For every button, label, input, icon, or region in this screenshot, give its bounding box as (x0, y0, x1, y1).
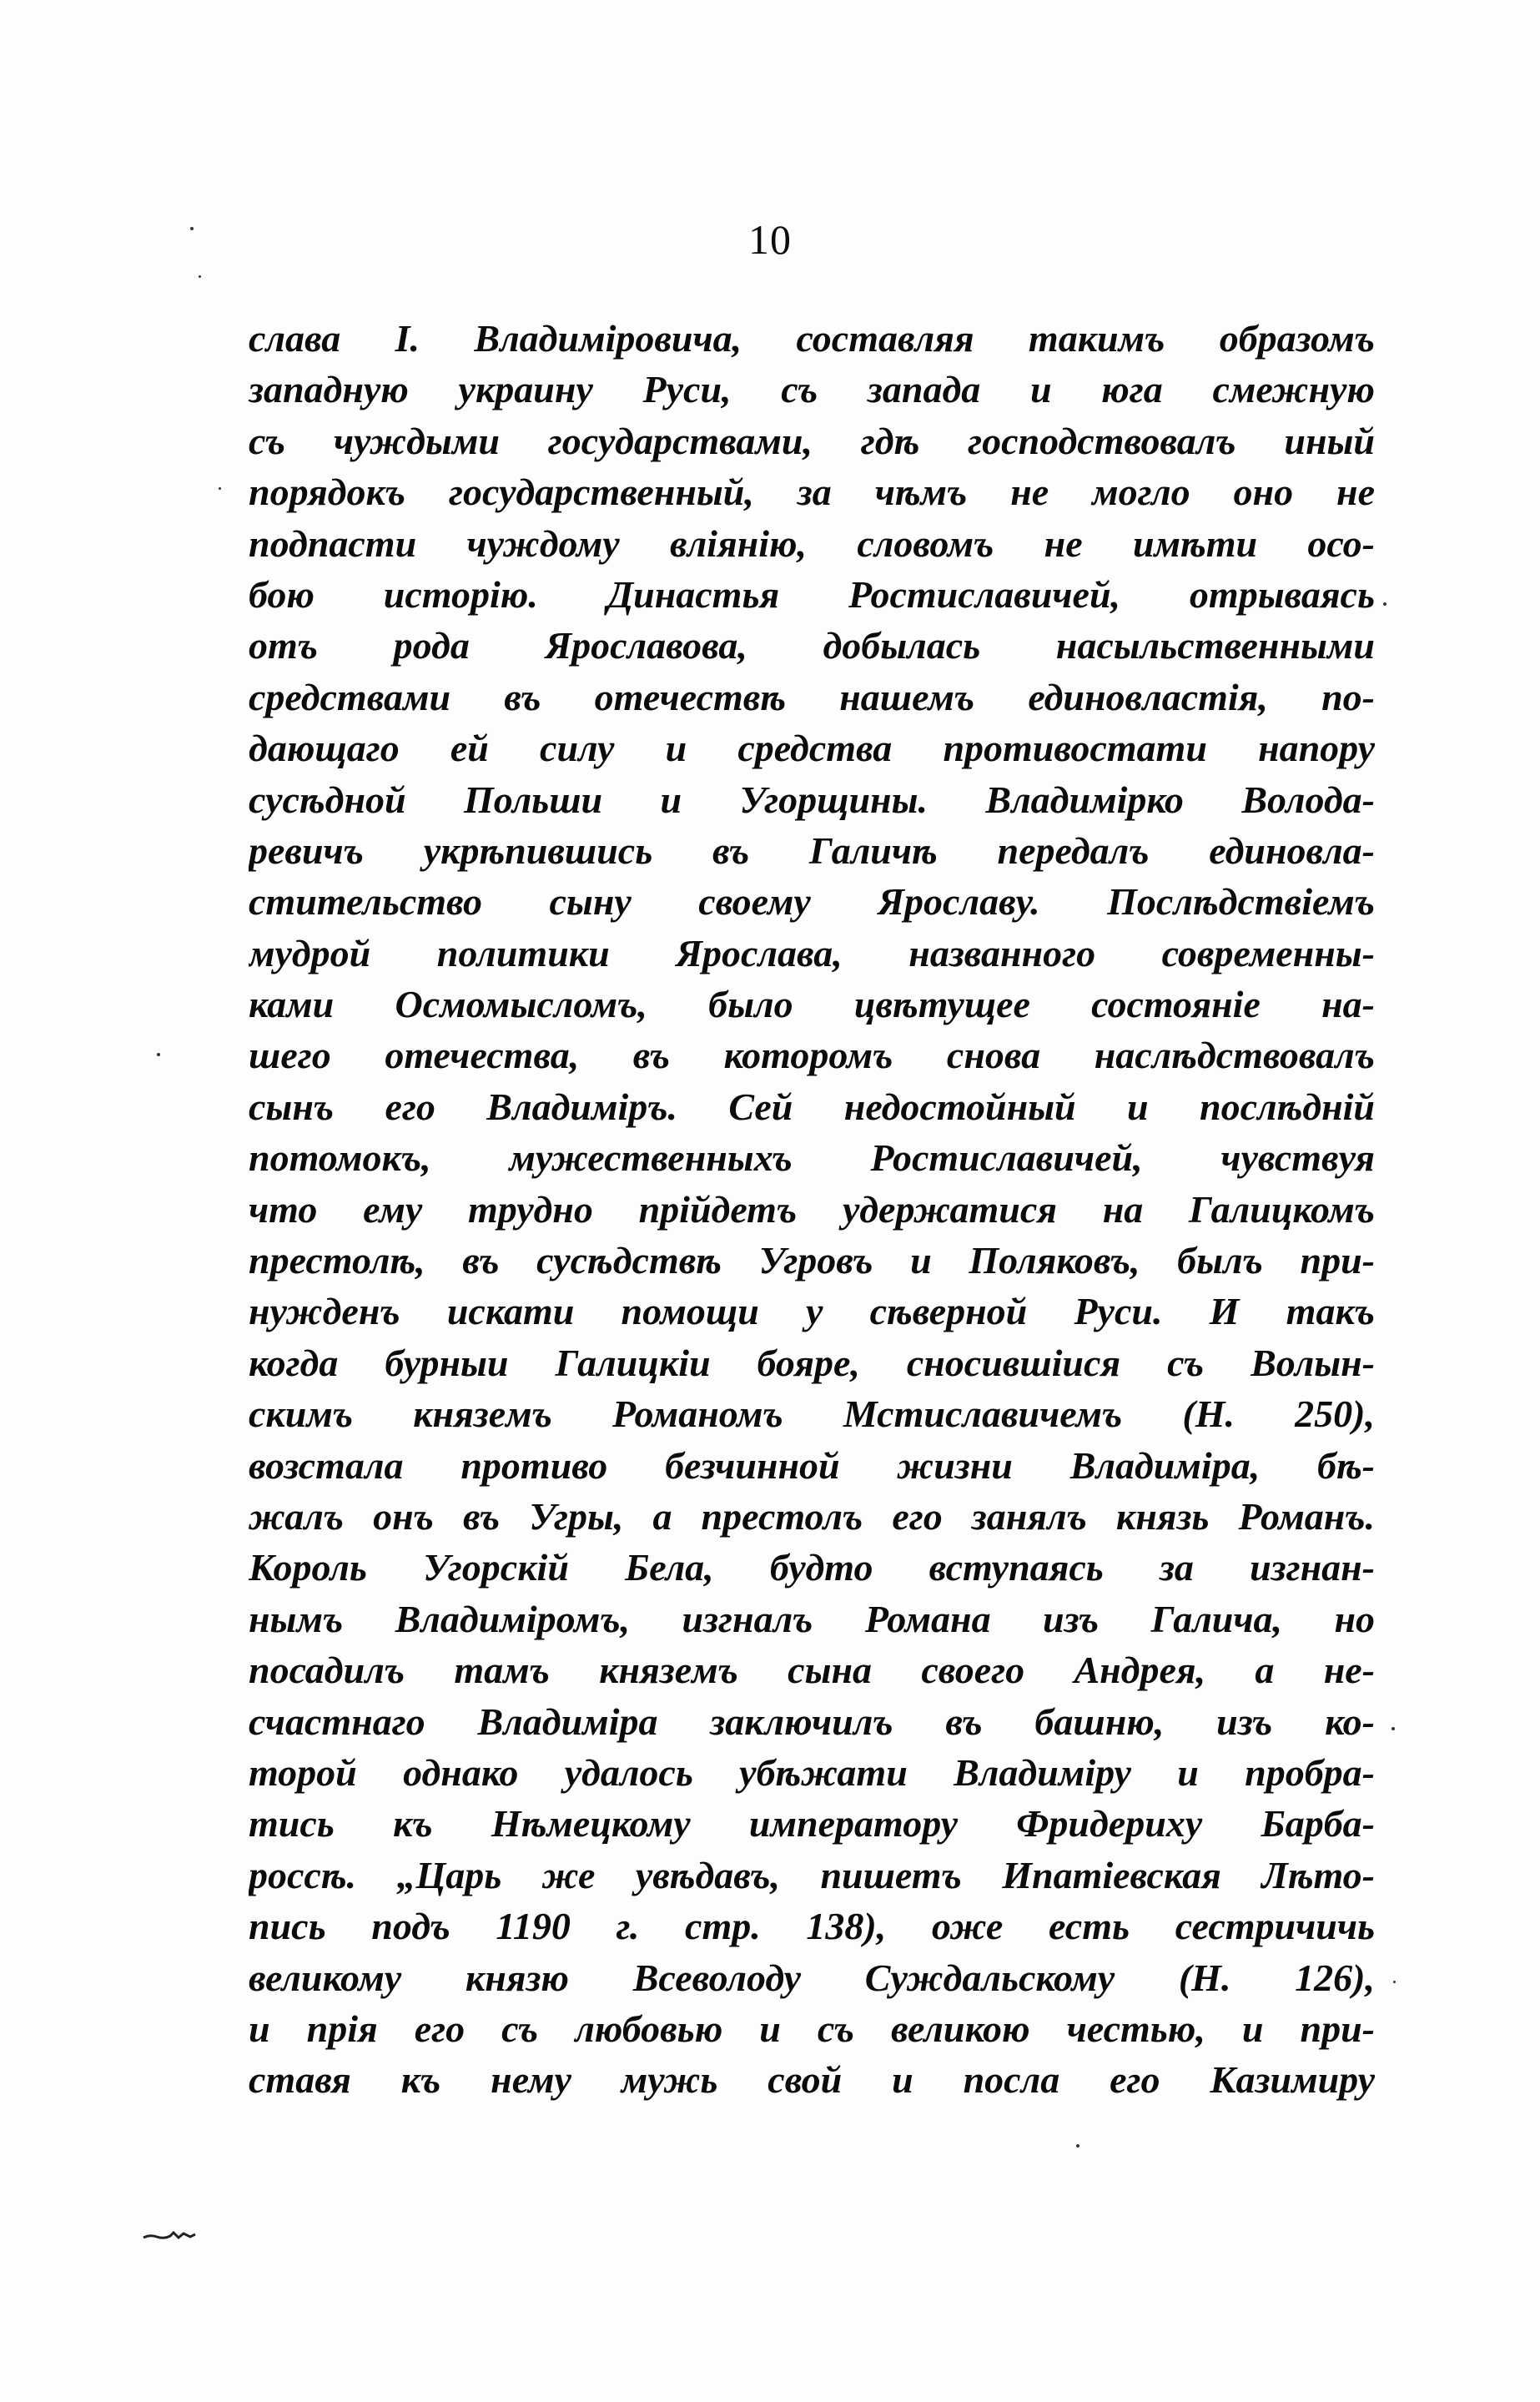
scan-speck (219, 487, 221, 490)
text-line: нужденъ искати помощи у сѣверной Руси. И такъ (249, 1290, 1375, 1333)
scan-speck (1392, 1727, 1395, 1730)
scan-mark (142, 2229, 197, 2241)
text-line: жалъ онъ въ Угры, а престолъ его занялъ князь Романъ. (249, 1494, 1375, 1538)
body-text (249, 313, 1375, 2106)
text-line: мудрой политики Ярослава, названного современны- (249, 931, 1375, 974)
text-line: тись къ Нѣмецкому императору Фридериху Барба- (249, 1802, 1375, 1846)
scan-speck (1076, 2144, 1080, 2148)
text-line: стительство сыну своему Ярославу. Послѣдствіемъ (249, 880, 1375, 924)
text-line: ставя къ нему мужь свой и посла его Казимиру (249, 2058, 1375, 2102)
scan-speck (190, 227, 194, 230)
text-line: россѣ. „Царь же увѣдавъ, пишетъ Ипатіевская Лѣто- (249, 1853, 1375, 1896)
text-line: возстала противо безчинной жизни Владиміра, бѣ- (249, 1443, 1375, 1487)
text-line: посадилъ тамъ князeмъ сына своего Андрея, а не- (249, 1649, 1375, 1692)
text-line: сынъ его Владиміръ. Сей недостойный и послѣдній (249, 1085, 1375, 1128)
scan-speck (1393, 1981, 1396, 1983)
text-line: средствами въ отечествѣ нашемъ единовластія, по- (249, 675, 1375, 718)
text-line: западную украину Руси, съ запада и юга смежную (249, 368, 1375, 411)
page-number: 10 (748, 216, 792, 263)
text-line: дающаго ей силу и средства противостати напору (249, 727, 1375, 770)
scan-speck (157, 1053, 160, 1056)
scan-speck (1383, 602, 1387, 606)
text-line: съ чуждыми государствами, гдѣ господствовалъ иный (249, 419, 1375, 462)
text-line: потомокъ, мужественныхъ Ростиславичей, чувствуя (249, 1136, 1375, 1180)
text-line: слава І. Владиміровича, составляя такимъ образомъ (249, 317, 1375, 360)
text-line: торой однако удалось убѣжати Владиміру и пробра- (249, 1750, 1375, 1794)
text-line: престолѣ, въ сусѣдствѣ Угровъ и Поляковъ, былъ при- (249, 1239, 1375, 1282)
text-line: подпасти чуждому вліянію, словомъ не имѣти осо- (249, 521, 1375, 565)
text-line: и прія его съ любовью и съ великою честью, и при- (249, 2007, 1375, 2050)
text-line: ревичъ укрѣпившись въ Галичѣ передалъ единовла- (249, 828, 1375, 872)
text-line: скимъ князeмъ Романомъ Мстиславичемъ (Н. 250), (249, 1392, 1375, 1436)
text-line: что ему трудно прійдетъ удержатися на Галицкомъ (249, 1187, 1375, 1231)
text-line: счастнаго Владиміра заключилъ въ башню, изъ ко- (249, 1700, 1375, 1743)
text-line: нымъ Владиміромъ, изгналъ Романа изъ Галича, но (249, 1597, 1375, 1640)
text-line: шего отечества, въ которомъ снова наслѣдствовалъ (249, 1034, 1375, 1077)
text-line: порядокъ государственный, за чѣмъ не могло оно не (249, 471, 1375, 514)
text-line: бою исторію. Династья Ростиславичей, отрываясь (249, 572, 1375, 616)
text-line: ками Осмомысломъ, было цвѣтущее состояніе на- (249, 983, 1375, 1026)
scan-speck (199, 275, 201, 278)
text-line: сусѣдной Польши и Угорщины. Владимірко Володa- (249, 778, 1375, 821)
text-line: когда бурныи Галицкіи бояре, сносившіися съ Волын- (249, 1341, 1375, 1384)
text-line: великому князю Всеволоду Суждальскому (Н. 126), (249, 1956, 1375, 1999)
text-line: отъ рода Ярославова, добылась насыльственными (249, 624, 1375, 667)
text-line: Король Угорскій Бела, будто вступаясь за изгнан- (249, 1546, 1375, 1589)
text-line: пись подъ 1190 г. стр. 138), оже есть сестричичь (249, 1905, 1375, 1948)
